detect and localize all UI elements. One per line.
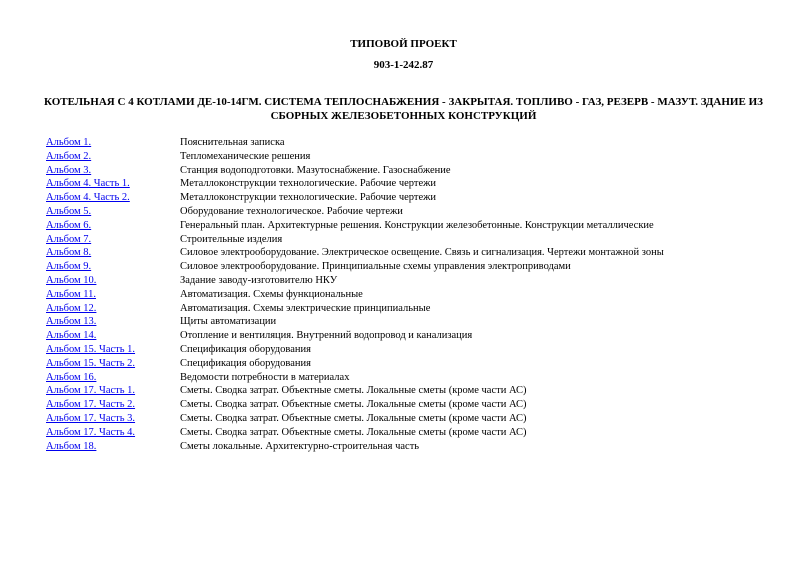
- album-link[interactable]: Альбом 3.: [46, 164, 92, 176]
- album-description: Тепломеханические решения: [180, 150, 311, 162]
- album-link[interactable]: Альбом 15. Часть 2.: [46, 357, 136, 369]
- album-link[interactable]: Альбом 7.: [46, 233, 92, 245]
- list-item: [46, 288, 766, 302]
- album-link[interactable]: Альбом 17. Часть 1.: [46, 385, 136, 397]
- album-link[interactable]: Альбом 17. Часть 2.: [46, 399, 136, 411]
- list-item: [46, 191, 766, 205]
- album-description: Металлоконструкции технологические. Рабочие чертежи: [180, 192, 436, 204]
- album-link[interactable]: Альбом 17. Часть 3.: [46, 412, 136, 424]
- list-item: [46, 329, 766, 343]
- album-description: Автоматизация. Схемы функциональные: [180, 288, 363, 300]
- album-description: Сметы. Сводка затрат. Объектные сметы. Локальные сметы (кроме части АС): [180, 385, 527, 397]
- album-link[interactable]: Альбом 9.: [46, 261, 92, 273]
- album-description: Спецификация оборудования: [180, 357, 311, 369]
- album-description: Автоматизация. Схемы электрические принципиальные: [180, 302, 431, 314]
- album-link[interactable]: Альбом 12.: [46, 302, 97, 314]
- album-description: Сметы. Сводка затрат. Объектные сметы. Локальные сметы (кроме части АС): [180, 412, 527, 424]
- list-item: [46, 440, 766, 454]
- list-item: [46, 150, 766, 164]
- list-item: [46, 371, 766, 385]
- list-item: [46, 343, 766, 357]
- album-description: Силовое электрооборудование. Принципиальные схемы управления электроприводами: [180, 261, 571, 273]
- list-item: [46, 274, 766, 288]
- list-item: [46, 412, 766, 426]
- album-link[interactable]: Альбом 17. Часть 4.: [46, 426, 136, 438]
- album-list: [46, 136, 766, 453]
- list-item: [46, 426, 766, 440]
- list-item: [46, 205, 766, 219]
- album-description: Станция водоподготовки. Мазутоснабжение. Газоснабжение: [180, 164, 451, 176]
- album-link[interactable]: Альбом 6.: [46, 219, 92, 231]
- album-link[interactable]: Альбом 4. Часть 1.: [46, 178, 130, 190]
- list-item: [46, 233, 766, 247]
- album-description: Строительные изделия: [180, 233, 283, 245]
- list-item: [46, 315, 766, 329]
- album-link[interactable]: Альбом 18.: [46, 440, 97, 452]
- album-description: Металлоконструкции технологические. Рабочие чертежи: [180, 178, 436, 190]
- doc-type-heading: ТИПОВОЙ ПРОЕКТ: [350, 38, 457, 50]
- doc-code-heading: 903-1-242.87: [373, 59, 434, 71]
- list-item: [46, 136, 766, 150]
- album-link[interactable]: Альбом 8.: [46, 247, 92, 259]
- album-description: Ведомости потребности в материалах: [180, 371, 350, 383]
- album-link[interactable]: Альбом 11.: [46, 288, 97, 300]
- album-link[interactable]: Альбом 5.: [46, 205, 92, 217]
- album-description: Сметы. Сводка затрат. Объектные сметы. Локальные сметы (кроме части АС): [180, 399, 527, 411]
- album-link[interactable]: Альбом 4. Часть 2.: [46, 192, 130, 204]
- album-description: Спецификация оборудования: [180, 343, 311, 355]
- album-link[interactable]: Альбом 2.: [46, 150, 92, 162]
- list-item: [46, 260, 766, 274]
- album-description: Отопление и вентиляция. Внутренний водопровод и канализация: [180, 330, 473, 342]
- album-link[interactable]: Альбом 10.: [46, 274, 97, 286]
- album-link[interactable]: Альбом 16.: [46, 371, 97, 383]
- album-description: Сметы локальные. Архитектурно-строительная часть: [180, 440, 420, 452]
- album-description: Генеральный план. Архитектурные решения. Конструкции железобетонные. Конструкции металлические: [180, 219, 654, 231]
- album-description: Оборудование технологическое. Рабочие чертежи: [180, 205, 403, 217]
- album-description: Сметы. Сводка затрат. Объектные сметы. Локальные сметы (кроме части АС): [180, 426, 527, 438]
- album-link[interactable]: Альбом 13.: [46, 316, 97, 328]
- album-link[interactable]: Альбом 15. Часть 1.: [46, 343, 136, 355]
- album-link[interactable]: Альбом 14.: [46, 330, 97, 342]
- list-item: [46, 164, 766, 178]
- list-item: [46, 246, 766, 260]
- list-item: [46, 302, 766, 316]
- list-item: [46, 398, 766, 412]
- list-item: [46, 384, 766, 398]
- list-item: [46, 357, 766, 371]
- album-description: Задание заводу-изготовителю НКУ: [180, 274, 338, 286]
- list-item: [46, 177, 766, 191]
- album-description: Щиты автоматизации: [180, 316, 277, 328]
- doc-description-heading: КОТЕЛЬНАЯ С 4 КОТЛАМИ ДЕ-10-14ГМ. СИСТЕМА ТЕПЛОСНАБЖЕНИЯ - ЗАКРЫТАЯ. ТОПЛИВО - ГАЗ, РЕЗЕРВ - МАЗУТ. ЗДАНИЕ ИЗ СБОРНЫХ ЖЕЛЕЗОБЕТОННЫХ КОНСТРУКЦИЙ: [44, 96, 763, 122]
- album-description: Пояснительная записка: [180, 137, 285, 148]
- album-description: Силовое электрооборудование. Электрическое освещение. Связь и сигнализация. Чертежи монтажной зоны: [180, 247, 664, 259]
- album-link[interactable]: Альбом 1.: [46, 137, 92, 148]
- list-item: [46, 219, 766, 233]
